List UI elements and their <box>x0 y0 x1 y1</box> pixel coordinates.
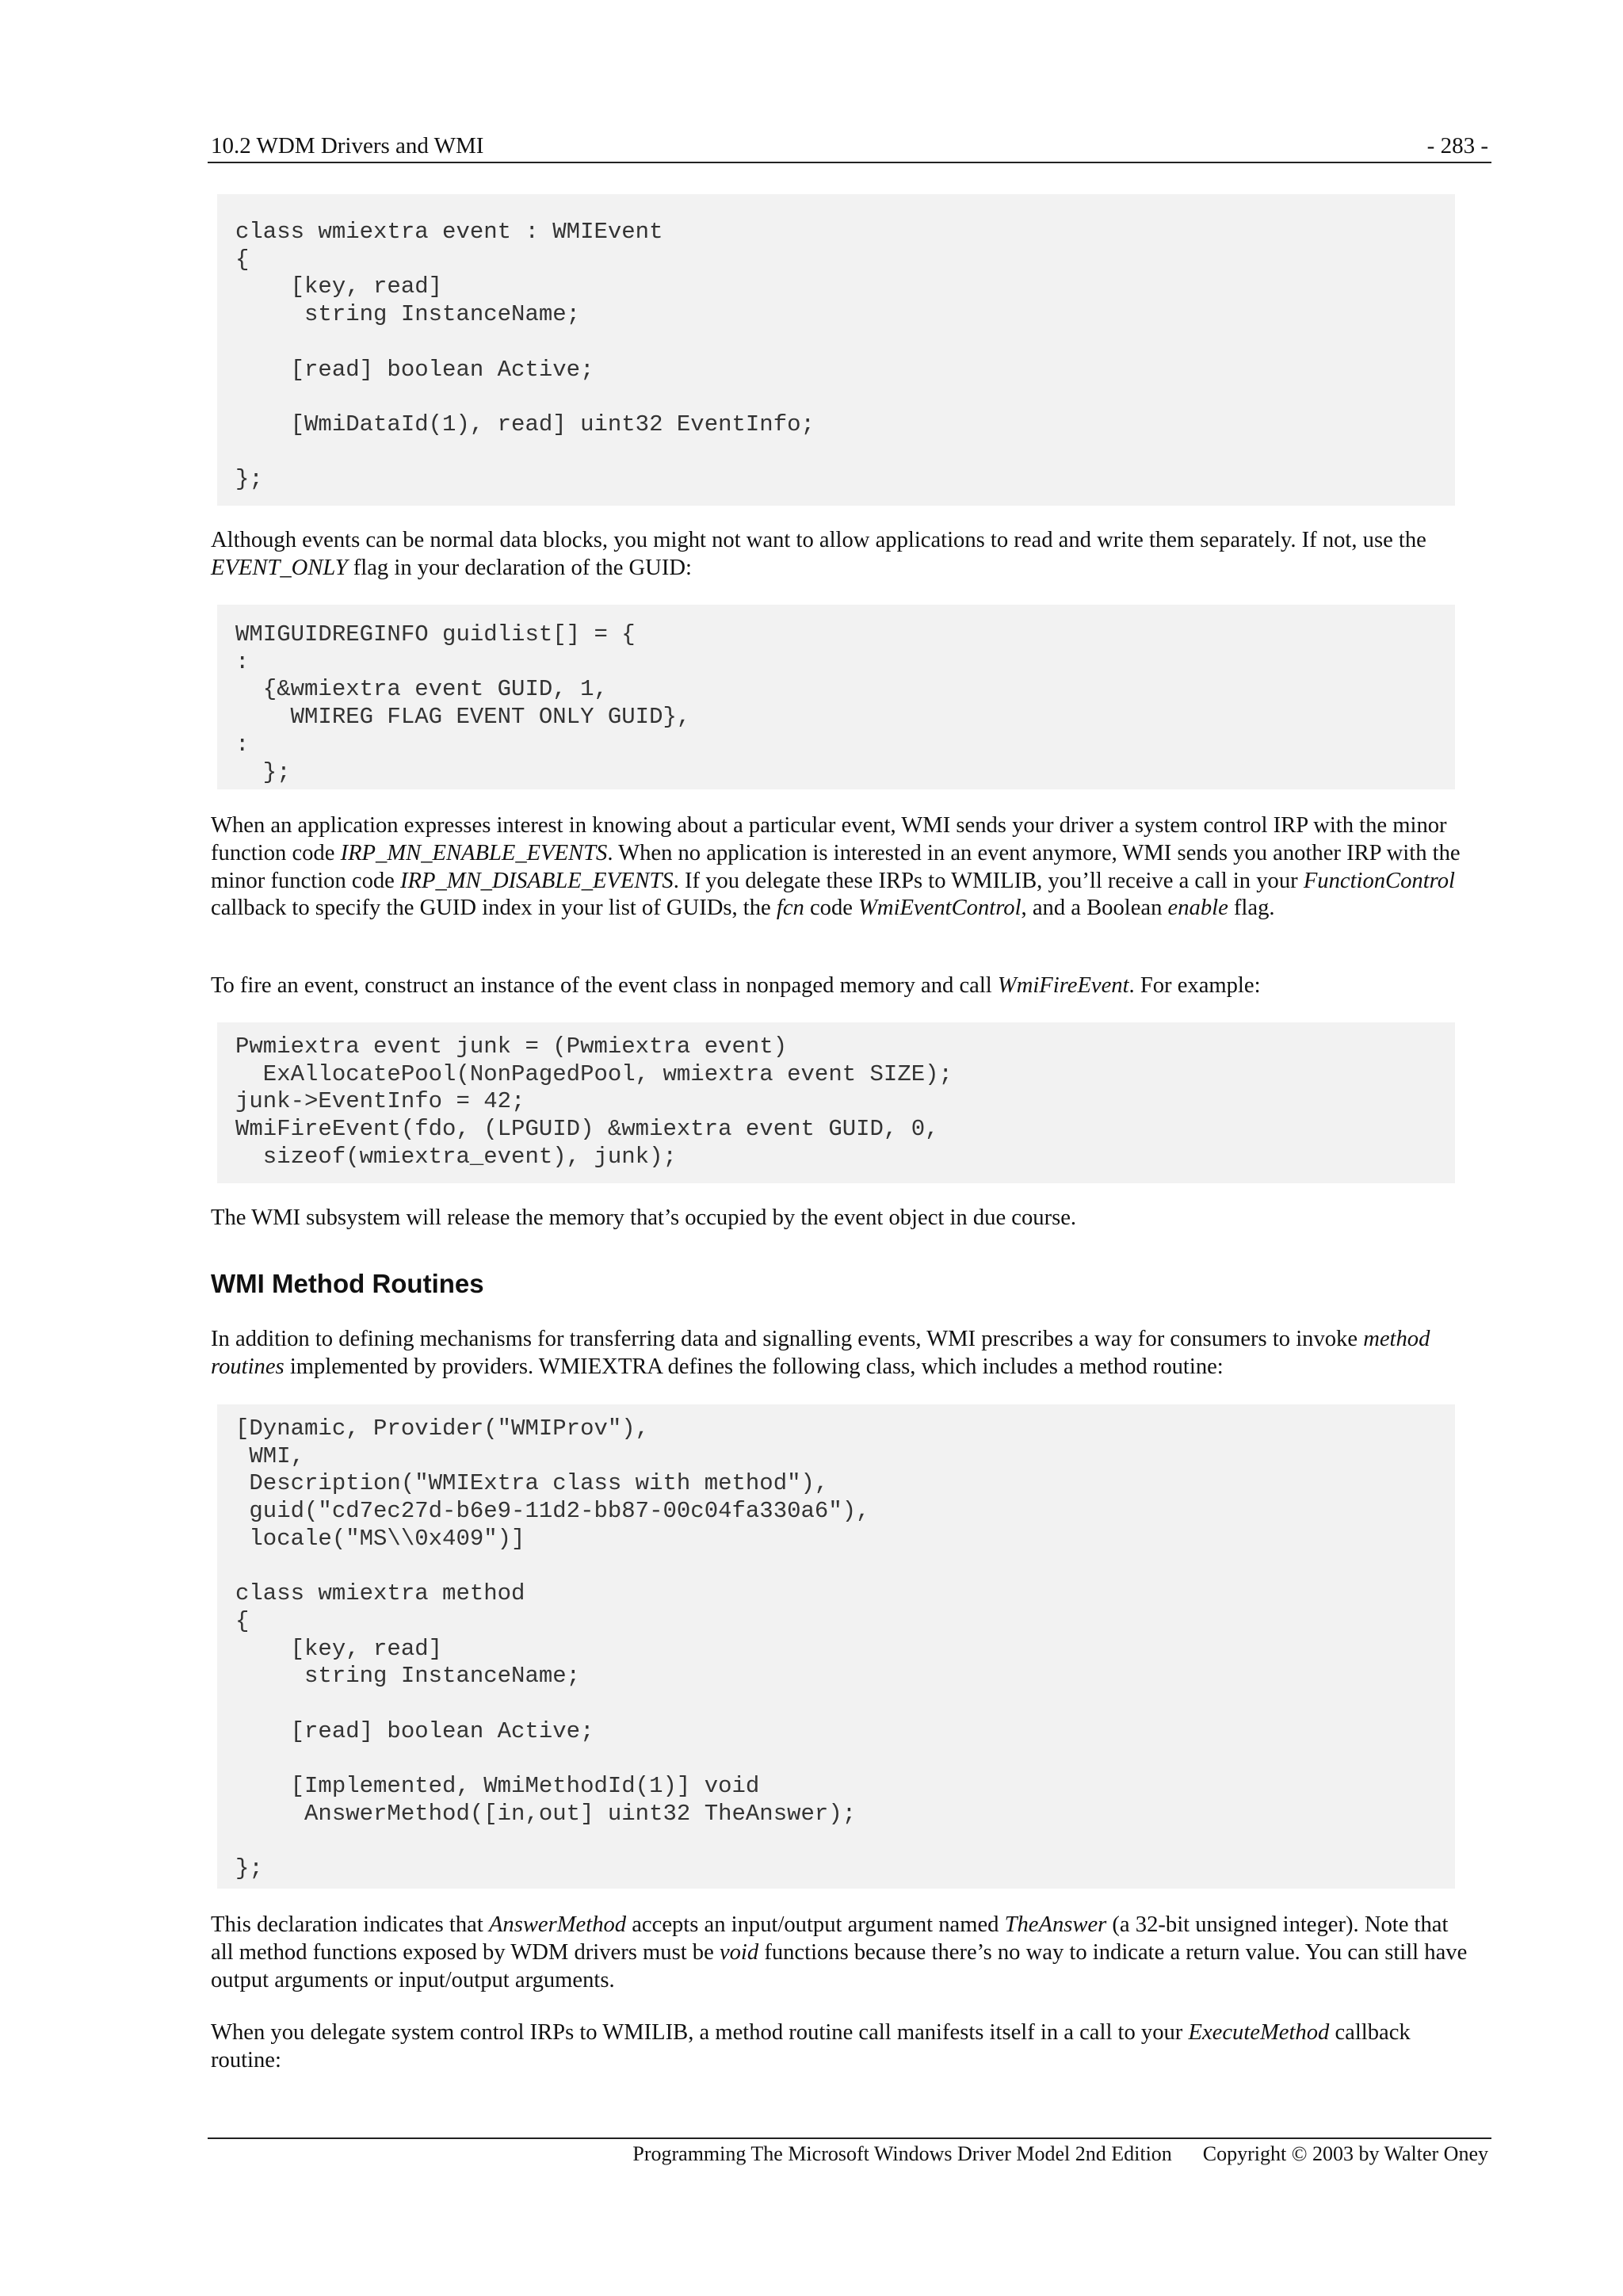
code-block-method-class: [Dynamic, Provider("WMIProv"), WMI, Description("WMIExtra class with method"), guid("cd7ec27d-b6e9-11d2-bb87-00c04fa330a6"), locale("MS\\0x409")] class wmiextra method { [key, read] string InstanceName; [read] boolean Active; [Implemented, WmiMethodId(1)] void AnswerMethod([in,out] uint32 TheAnswer); }; <box>217 1404 1455 1889</box>
page-number: - 283 - <box>1426 133 1488 159</box>
footer-copyright: Copyright © 2003 by Walter Oney <box>1202 2142 1488 2165</box>
paragraph-method-routines-intro: In addition to defining mechanisms for transferring data and signalling events, WMI prescribes a way for consumers to invoke method routines implemented by providers. WMIEXTRA defines the following class, which includes a method routine: <box>211 1327 1430 1379</box>
code-block-fire-event: Pwmiextra event junk = (Pwmiextra event) ExAllocatePool(NonPagedPool, wmiextra event SIZE); junk->EventInfo = 42; WmiFireEvent(fdo, (LPGUID) &wmiextra event GUID, 0, sizeof(wmiextra_event), junk); <box>217 1022 1455 1183</box>
document-page <box>208 0 1491 2296</box>
section-heading-method-routines: WMI Method Routines <box>211 1269 484 1298</box>
page-footer <box>632 2140 1488 2168</box>
footer-rule <box>208 2137 1491 2139</box>
code-block-event-class: class wmiextra event : WMIEvent { [key, read] string InstanceName; [read] boolean Active; [WmiDataId(1), read] uint32 EventInfo; }; <box>217 194 1455 506</box>
footer-book-title: Programming The Microsoft Windows Driver Model 2nd Edition <box>632 2142 1172 2165</box>
paragraph-answer-method: This declaration indicates that AnswerMethod accepts an input/output argument named TheAnswer (a 32-bit unsigned integer). Note that all method functions exposed by WDM drivers must be void functions because there’s no way to indicate a return value. You can still have output arguments or input/output arguments. <box>211 1912 1468 1992</box>
paragraph-enable-events: When an application expresses interest in knowing about a particular event, WMI sends your driver a system control IRP with the minor function code IRP_MN_ENABLE_EVENTS. When no application is interested in an event anymore, WMI sends you another IRP with the minor function code IRP_MN_DISABLE_EVENTS. If you delegate these IRPs to WMILIB, you’ll receive a call in your FunctionControl callback to specify the GUID index in your list of GUIDs, the fcn code WmiEventControl, and a Boolean enable flag. <box>211 813 1461 921</box>
paragraph-release-memory: The WMI subsystem will release the memory that’s occupied by the event object in due course. <box>211 1205 1077 1230</box>
paragraph-fire-event: To fire an event, construct an instance of the event class in nonpaged memory and call WmiFireEvent. For example: <box>211 973 1261 998</box>
paragraph-execute-method: When you delegate system control IRPs to WMILIB, a method routine call manifests itself in a call to your ExecuteMethod callback routine: <box>211 2020 1411 2073</box>
paragraph-event-only: Although events can be normal data blocks, you might not want to allow applications to read and write them separately. If not, use the EVENT_ONLY flag in your declaration of the GUID: <box>211 528 1426 580</box>
section-title: 10.2 WDM Drivers and WMI <box>211 133 484 159</box>
page-header <box>208 130 1491 163</box>
code-block-guidlist: WMIGUIDREGINFO guidlist[] = { : {&wmiextra event GUID, 1, WMIREG FLAG EVENT ONLY GUID}, : }; <box>217 605 1455 789</box>
